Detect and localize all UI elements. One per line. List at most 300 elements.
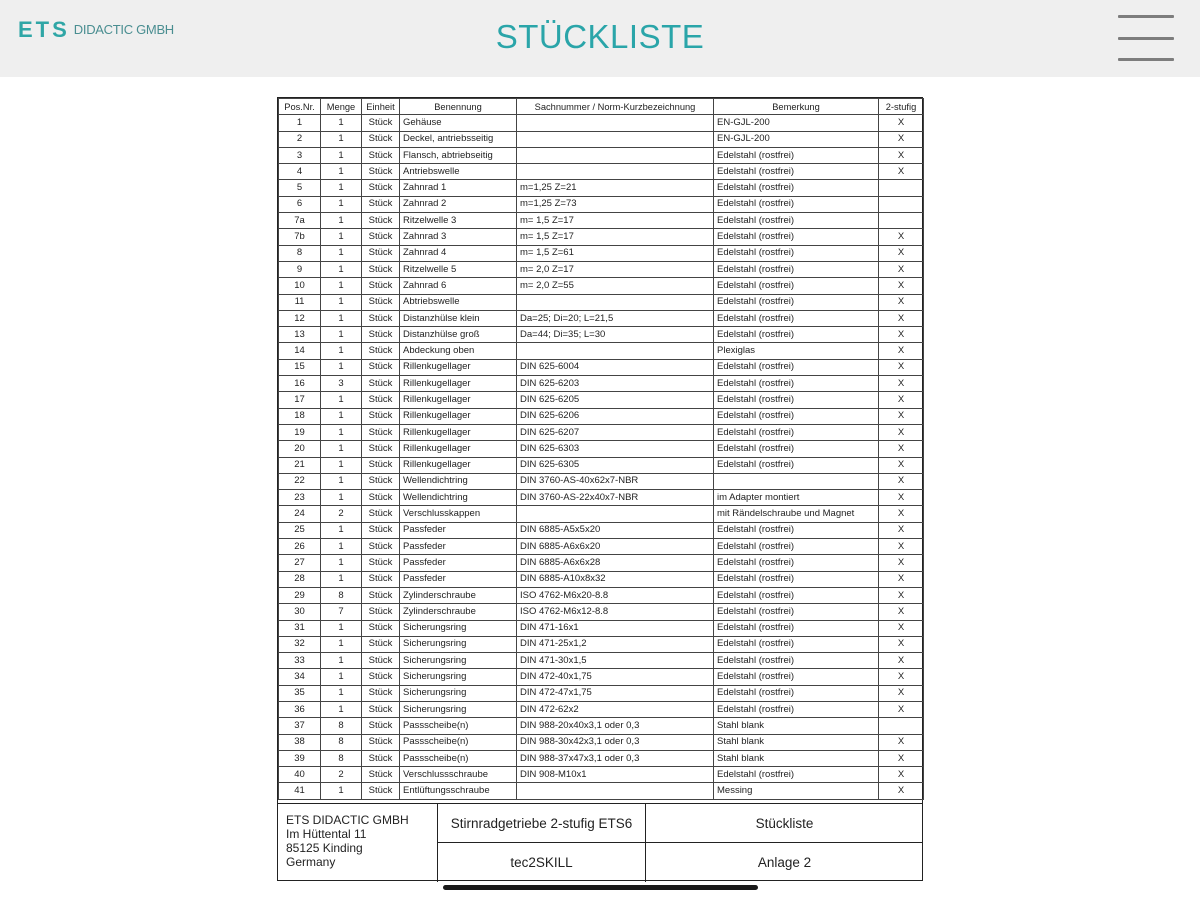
cell-bemerkung: Edelstahl (rostfrei): [714, 310, 879, 326]
cell-pos: 33: [279, 653, 321, 669]
document-type: Stückliste: [646, 804, 923, 843]
cell-bemerkung: EN-GJL-200: [714, 115, 879, 131]
cell-einheit: Stück: [362, 701, 400, 717]
cell-pos: 24: [279, 506, 321, 522]
table-row: [279, 457, 924, 473]
cell-pos: 5: [279, 180, 321, 196]
cell-benennung: Passfeder: [400, 555, 517, 571]
cell-bemerkung: Edelstahl (rostfrei): [714, 261, 879, 277]
table-row: [279, 343, 924, 359]
col-header-menge: Menge: [321, 99, 362, 115]
cell-menge: 1: [321, 392, 362, 408]
cell-einheit: Stück: [362, 506, 400, 522]
col-header-pos: Pos.Nr.: [279, 99, 321, 115]
cell-bemerkung: Edelstahl (rostfrei): [714, 392, 879, 408]
cell-benennung: Sicherungsring: [400, 669, 517, 685]
cell-stufig: X: [879, 473, 924, 489]
cell-benennung: Rillenkugellager: [400, 376, 517, 392]
cell-einheit: Stück: [362, 359, 400, 375]
table-row: [279, 587, 924, 603]
cell-sachnummer: DIN 625-6205: [517, 392, 714, 408]
cell-benennung: Rillenkugellager: [400, 457, 517, 473]
cell-pos: 20: [279, 441, 321, 457]
cell-menge: 1: [321, 310, 362, 326]
cell-sachnummer: DIN 988-37x47x3,1 oder 0,3: [517, 750, 714, 766]
cell-bemerkung: Messing: [714, 783, 879, 799]
cell-stufig: X: [879, 376, 924, 392]
cell-benennung: Zahnrad 6: [400, 278, 517, 294]
cell-einheit: Stück: [362, 408, 400, 424]
cell-menge: 1: [321, 213, 362, 229]
cell-stufig: X: [879, 734, 924, 750]
cell-einheit: Stück: [362, 750, 400, 766]
cell-bemerkung: Edelstahl (rostfrei): [714, 376, 879, 392]
cell-sachnummer: [517, 131, 714, 147]
cell-stufig: X: [879, 539, 924, 555]
cell-sachnummer: DIN 471-30x1,5: [517, 653, 714, 669]
cell-pos: 37: [279, 718, 321, 734]
cell-stufig: [879, 196, 924, 212]
parts-list-document: [277, 97, 923, 881]
cell-pos: 14: [279, 343, 321, 359]
cell-benennung: Abdeckung oben: [400, 343, 517, 359]
table-row: [279, 261, 924, 277]
cell-pos: 11: [279, 294, 321, 310]
cell-einheit: Stück: [362, 783, 400, 799]
cell-sachnummer: DIN 625-6303: [517, 441, 714, 457]
cell-benennung: Zahnrad 1: [400, 180, 517, 196]
cell-stufig: X: [879, 229, 924, 245]
cell-sachnummer: m=1,25 Z=73: [517, 196, 714, 212]
table-row: [279, 522, 924, 538]
cell-stufig: X: [879, 327, 924, 343]
cell-pos: 6: [279, 196, 321, 212]
cell-menge: 1: [321, 245, 362, 261]
cell-stufig: X: [879, 701, 924, 717]
product-name: Stirnradgetriebe 2-stufig ETS6: [438, 804, 646, 843]
cell-benennung: Rillenkugellager: [400, 441, 517, 457]
cell-menge: 8: [321, 750, 362, 766]
cell-menge: 1: [321, 131, 362, 147]
cell-sachnummer: DIN 625-6206: [517, 408, 714, 424]
table-row: [279, 424, 924, 440]
cell-einheit: Stück: [362, 767, 400, 783]
cell-pos: 26: [279, 539, 321, 555]
home-indicator[interactable]: [443, 885, 758, 890]
table-row: [279, 310, 924, 326]
cell-stufig: X: [879, 261, 924, 277]
cell-sachnummer: m= 1,5 Z=61: [517, 245, 714, 261]
company-name: ETS DIDACTIC GMBH: [286, 813, 409, 827]
table-row: [279, 669, 924, 685]
cell-stufig: X: [879, 587, 924, 603]
cell-pos: 15: [279, 359, 321, 375]
table-row: [279, 636, 924, 652]
cell-menge: 1: [321, 327, 362, 343]
cell-pos: 16: [279, 376, 321, 392]
cell-benennung: Zahnrad 4: [400, 245, 517, 261]
cell-sachnummer: Da=44; Di=35; L=30: [517, 327, 714, 343]
cell-bemerkung: Edelstahl (rostfrei): [714, 620, 879, 636]
cell-menge: 1: [321, 115, 362, 131]
cell-benennung: Verschlusskappen: [400, 506, 517, 522]
table-row: [279, 734, 924, 750]
cell-pos: 35: [279, 685, 321, 701]
table-row: [279, 473, 924, 489]
cell-bemerkung: Edelstahl (rostfrei): [714, 571, 879, 587]
cell-benennung: Entlüftungsschraube: [400, 783, 517, 799]
table-row: [279, 213, 924, 229]
table-row: [279, 701, 924, 717]
cell-menge: 1: [321, 555, 362, 571]
cell-einheit: Stück: [362, 571, 400, 587]
table-row: [279, 620, 924, 636]
cell-pos: 18: [279, 408, 321, 424]
attachment-label: Anlage 2: [757, 855, 812, 870]
table-row: [279, 278, 924, 294]
cell-stufig: X: [879, 604, 924, 620]
cell-stufig: X: [879, 571, 924, 587]
page-title: STÜCKLISTE: [495, 18, 705, 55]
cell-pos: 27: [279, 555, 321, 571]
cell-benennung: Zylinderschraube: [400, 587, 517, 603]
cell-benennung: Ritzelwelle 3: [400, 213, 517, 229]
cell-sachnummer: ISO 4762-M6x12-8.8: [517, 604, 714, 620]
cell-einheit: Stück: [362, 261, 400, 277]
cell-benennung: Antriebswelle: [400, 164, 517, 180]
cell-bemerkung: Edelstahl (rostfrei): [714, 327, 879, 343]
cell-einheit: Stück: [362, 669, 400, 685]
cell-bemerkung: Stahl blank: [714, 718, 879, 734]
table-row: [279, 685, 924, 701]
cell-stufig: X: [879, 669, 924, 685]
cell-sachnummer: [517, 343, 714, 359]
menu-line: [1118, 58, 1174, 61]
cell-pos: 29: [279, 587, 321, 603]
cell-bemerkung: Edelstahl (rostfrei): [714, 213, 879, 229]
cell-benennung: Sicherungsring: [400, 685, 517, 701]
cell-pos: 39: [279, 750, 321, 766]
cell-stufig: X: [879, 359, 924, 375]
cell-sachnummer: [517, 783, 714, 799]
cell-bemerkung: Edelstahl (rostfrei): [714, 701, 879, 717]
cell-menge: 1: [321, 473, 362, 489]
cell-bemerkung: Edelstahl (rostfrei): [714, 539, 879, 555]
cell-menge: 1: [321, 522, 362, 538]
table-row: [279, 767, 924, 783]
cell-sachnummer: DIN 6885-A6x6x28: [517, 555, 714, 571]
cell-sachnummer: DIN 471-25x1,2: [517, 636, 714, 652]
cell-menge: 1: [321, 424, 362, 440]
cell-stufig: X: [879, 164, 924, 180]
table-row: [279, 604, 924, 620]
cell-benennung: Wellendichtring: [400, 490, 517, 506]
cell-benennung: Sicherungsring: [400, 653, 517, 669]
cell-einheit: Stück: [362, 131, 400, 147]
cell-einheit: Stück: [362, 164, 400, 180]
cell-benennung: Distanzhülse groß: [400, 327, 517, 343]
cell-pos: 41: [279, 783, 321, 799]
cell-bemerkung: Edelstahl (rostfrei): [714, 653, 879, 669]
cell-pos: 32: [279, 636, 321, 652]
cell-sachnummer: m= 2,0 Z=17: [517, 261, 714, 277]
cell-menge: 1: [321, 636, 362, 652]
cell-menge: 1: [321, 359, 362, 375]
cell-bemerkung: Edelstahl (rostfrei): [714, 669, 879, 685]
cell-einheit: Stück: [362, 734, 400, 750]
cell-benennung: Passscheibe(n): [400, 750, 517, 766]
cell-einheit: Stück: [362, 620, 400, 636]
cell-pos: 34: [279, 669, 321, 685]
cell-menge: 2: [321, 506, 362, 522]
cell-bemerkung: im Adapter montiert: [714, 490, 879, 506]
cell-einheit: Stück: [362, 294, 400, 310]
cell-sachnummer: DIN 472-62x2: [517, 701, 714, 717]
cell-einheit: Stück: [362, 115, 400, 131]
cell-pos: 2: [279, 131, 321, 147]
cell-bemerkung: Edelstahl (rostfrei): [714, 587, 879, 603]
cell-pos: 40: [279, 767, 321, 783]
cell-menge: 1: [321, 196, 362, 212]
cell-menge: 1: [321, 180, 362, 196]
cell-menge: 1: [321, 653, 362, 669]
cell-benennung: Gehäuse: [400, 115, 517, 131]
cell-stufig: X: [879, 522, 924, 538]
cell-bemerkung: Stahl blank: [714, 734, 879, 750]
cell-einheit: Stück: [362, 473, 400, 489]
cell-stufig: X: [879, 245, 924, 261]
table-row: [279, 571, 924, 587]
cell-sachnummer: [517, 164, 714, 180]
cell-benennung: Ritzelwelle 5: [400, 261, 517, 277]
cell-pos: 4: [279, 164, 321, 180]
cell-stufig: X: [879, 131, 924, 147]
cell-sachnummer: DIN 471-16x1: [517, 620, 714, 636]
cell-einheit: Stück: [362, 539, 400, 555]
cell-einheit: Stück: [362, 685, 400, 701]
col-header-2-stufig: 2-stufig: [879, 99, 924, 115]
cell-pos: 25: [279, 522, 321, 538]
cell-pos: 7a: [279, 213, 321, 229]
cell-einheit: Stück: [362, 522, 400, 538]
table-row: [279, 147, 924, 163]
cell-sachnummer: m= 2,0 Z=55: [517, 278, 714, 294]
table-row: [279, 229, 924, 245]
cell-stufig: X: [879, 555, 924, 571]
company-city: 85125 Kinding: [286, 841, 363, 855]
table-header-row: [279, 99, 924, 115]
cell-pos: 30: [279, 604, 321, 620]
cell-einheit: Stück: [362, 376, 400, 392]
cell-benennung: Rillenkugellager: [400, 408, 517, 424]
cell-benennung: Distanzhülse klein: [400, 310, 517, 326]
cell-pos: 1: [279, 115, 321, 131]
cell-einheit: Stück: [362, 147, 400, 163]
table-row: [279, 196, 924, 212]
cell-benennung: Verschlussschraube: [400, 767, 517, 783]
top-bar: [0, 0, 1200, 77]
cell-sachnummer: Da=25; Di=20; L=21,5: [517, 310, 714, 326]
cell-benennung: Passfeder: [400, 571, 517, 587]
cell-stufig: X: [879, 506, 924, 522]
table-row: [279, 783, 924, 799]
cell-pos: 19: [279, 424, 321, 440]
cell-sachnummer: m=1,25 Z=21: [517, 180, 714, 196]
cell-sachnummer: DIN 6885-A10x8x32: [517, 571, 714, 587]
cell-einheit: Stück: [362, 196, 400, 212]
cell-menge: 1: [321, 571, 362, 587]
cell-sachnummer: DIN 625-6203: [517, 376, 714, 392]
cell-bemerkung: Edelstahl (rostfrei): [714, 359, 879, 375]
table-row: [279, 653, 924, 669]
cell-stufig: X: [879, 343, 924, 359]
cell-benennung: Deckel, antriebsseitig: [400, 131, 517, 147]
cell-menge: 1: [321, 783, 362, 799]
parts-table: [278, 98, 924, 800]
cell-bemerkung: Stahl blank: [714, 750, 879, 766]
cell-bemerkung: mit Rändelschraube und Magnet: [714, 506, 879, 522]
cell-einheit: Stück: [362, 310, 400, 326]
cell-benennung: Rillenkugellager: [400, 359, 517, 375]
cell-stufig: X: [879, 783, 924, 799]
cell-pos: 28: [279, 571, 321, 587]
cell-benennung: Passscheibe(n): [400, 718, 517, 734]
cell-sachnummer: DIN 625-6305: [517, 457, 714, 473]
cell-bemerkung: Edelstahl (rostfrei): [714, 555, 879, 571]
cell-pos: 3: [279, 147, 321, 163]
cell-stufig: X: [879, 392, 924, 408]
cell-stufig: X: [879, 278, 924, 294]
cell-einheit: Stück: [362, 245, 400, 261]
cell-bemerkung: Edelstahl (rostfrei): [714, 180, 879, 196]
cell-menge: 7: [321, 604, 362, 620]
table-row: [279, 392, 924, 408]
table-row: [279, 539, 924, 555]
cell-einheit: Stück: [362, 636, 400, 652]
cell-einheit: Stück: [362, 343, 400, 359]
cell-sachnummer: DIN 625-6207: [517, 424, 714, 440]
menu-line: [1118, 37, 1174, 40]
cell-einheit: Stück: [362, 327, 400, 343]
table-row: [279, 506, 924, 522]
cell-sachnummer: [517, 115, 714, 131]
title-block: [278, 803, 923, 881]
cell-einheit: Stück: [362, 229, 400, 245]
logo-mark: ETS: [18, 17, 70, 42]
cell-sachnummer: ISO 4762-M6x20-8.8: [517, 587, 714, 603]
cell-bemerkung: Plexiglas: [714, 343, 879, 359]
cell-benennung: Wellendichtring: [400, 473, 517, 489]
cell-stufig: X: [879, 147, 924, 163]
cell-menge: 1: [321, 441, 362, 457]
cell-menge: 1: [321, 685, 362, 701]
cell-menge: 1: [321, 701, 362, 717]
cell-stufig: [879, 213, 924, 229]
cell-einheit: Stück: [362, 490, 400, 506]
cell-sachnummer: [517, 147, 714, 163]
cell-sachnummer: DIN 472-47x1,75: [517, 685, 714, 701]
cell-benennung: Passfeder: [400, 522, 517, 538]
hamburger-menu-icon[interactable]: [1118, 12, 1176, 66]
cell-bemerkung: Edelstahl (rostfrei): [714, 408, 879, 424]
cell-stufig: X: [879, 685, 924, 701]
cell-einheit: Stück: [362, 587, 400, 603]
cell-benennung: Zylinderschraube: [400, 604, 517, 620]
cell-bemerkung: Edelstahl (rostfrei): [714, 767, 879, 783]
cell-stufig: [879, 180, 924, 196]
cell-sachnummer: DIN 472-40x1,75: [517, 669, 714, 685]
cell-sachnummer: [517, 294, 714, 310]
cell-bemerkung: [714, 473, 879, 489]
table-row: [279, 327, 924, 343]
cell-stufig: X: [879, 457, 924, 473]
cell-pos: 38: [279, 734, 321, 750]
logo-text: DIDACTIC GMBH: [73, 22, 174, 37]
cell-sachnummer: DIN 3760-AS-22x40x7-NBR: [517, 490, 714, 506]
cell-benennung: Flansch, abtriebseitig: [400, 147, 517, 163]
menu-line: [1118, 15, 1174, 18]
parts-table-body: [279, 115, 924, 799]
cell-stufig: X: [879, 424, 924, 440]
cell-menge: 8: [321, 734, 362, 750]
cell-benennung: Sicherungsring: [400, 620, 517, 636]
cell-menge: 1: [321, 164, 362, 180]
cell-stufig: X: [879, 490, 924, 506]
cell-pos: 10: [279, 278, 321, 294]
cell-pos: 12: [279, 310, 321, 326]
table-row: [279, 294, 924, 310]
cell-benennung: Abtriebswelle: [400, 294, 517, 310]
cell-pos: 7b: [279, 229, 321, 245]
cell-pos: 21: [279, 457, 321, 473]
cell-bemerkung: Edelstahl (rostfrei): [714, 636, 879, 652]
cell-menge: 8: [321, 718, 362, 734]
table-row: [279, 718, 924, 734]
cell-einheit: Stück: [362, 213, 400, 229]
company-country: Germany: [286, 855, 336, 869]
cell-benennung: Zahnrad 2: [400, 196, 517, 212]
cell-einheit: Stück: [362, 180, 400, 196]
cell-benennung: Zahnrad 3: [400, 229, 517, 245]
cell-stufig: X: [879, 310, 924, 326]
cell-stufig: X: [879, 636, 924, 652]
cell-benennung: Sicherungsring: [400, 701, 517, 717]
table-row: [279, 245, 924, 261]
cell-menge: 1: [321, 669, 362, 685]
cell-menge: 1: [321, 457, 362, 473]
cell-bemerkung: Edelstahl (rostfrei): [714, 245, 879, 261]
cell-bemerkung: Edelstahl (rostfrei): [714, 278, 879, 294]
cell-stufig: X: [879, 653, 924, 669]
cell-menge: 1: [321, 147, 362, 163]
cell-sachnummer: DIN 3760-AS-40x62x7-NBR: [517, 473, 714, 489]
cell-stufig: X: [879, 441, 924, 457]
cell-menge: 1: [321, 620, 362, 636]
cell-sachnummer: DIN 988-20x40x3,1 oder 0,3: [517, 718, 714, 734]
cell-stufig: X: [879, 767, 924, 783]
table-row: [279, 441, 924, 457]
company-address: [278, 804, 438, 882]
table-row: [279, 115, 924, 131]
table-row: [279, 490, 924, 506]
cell-einheit: Stück: [362, 604, 400, 620]
cell-benennung: Passscheibe(n): [400, 734, 517, 750]
cell-menge: 3: [321, 376, 362, 392]
cell-pos: 23: [279, 490, 321, 506]
cell-stufig: X: [879, 408, 924, 424]
cell-pos: 36: [279, 701, 321, 717]
cell-benennung: Sicherungsring: [400, 636, 517, 652]
